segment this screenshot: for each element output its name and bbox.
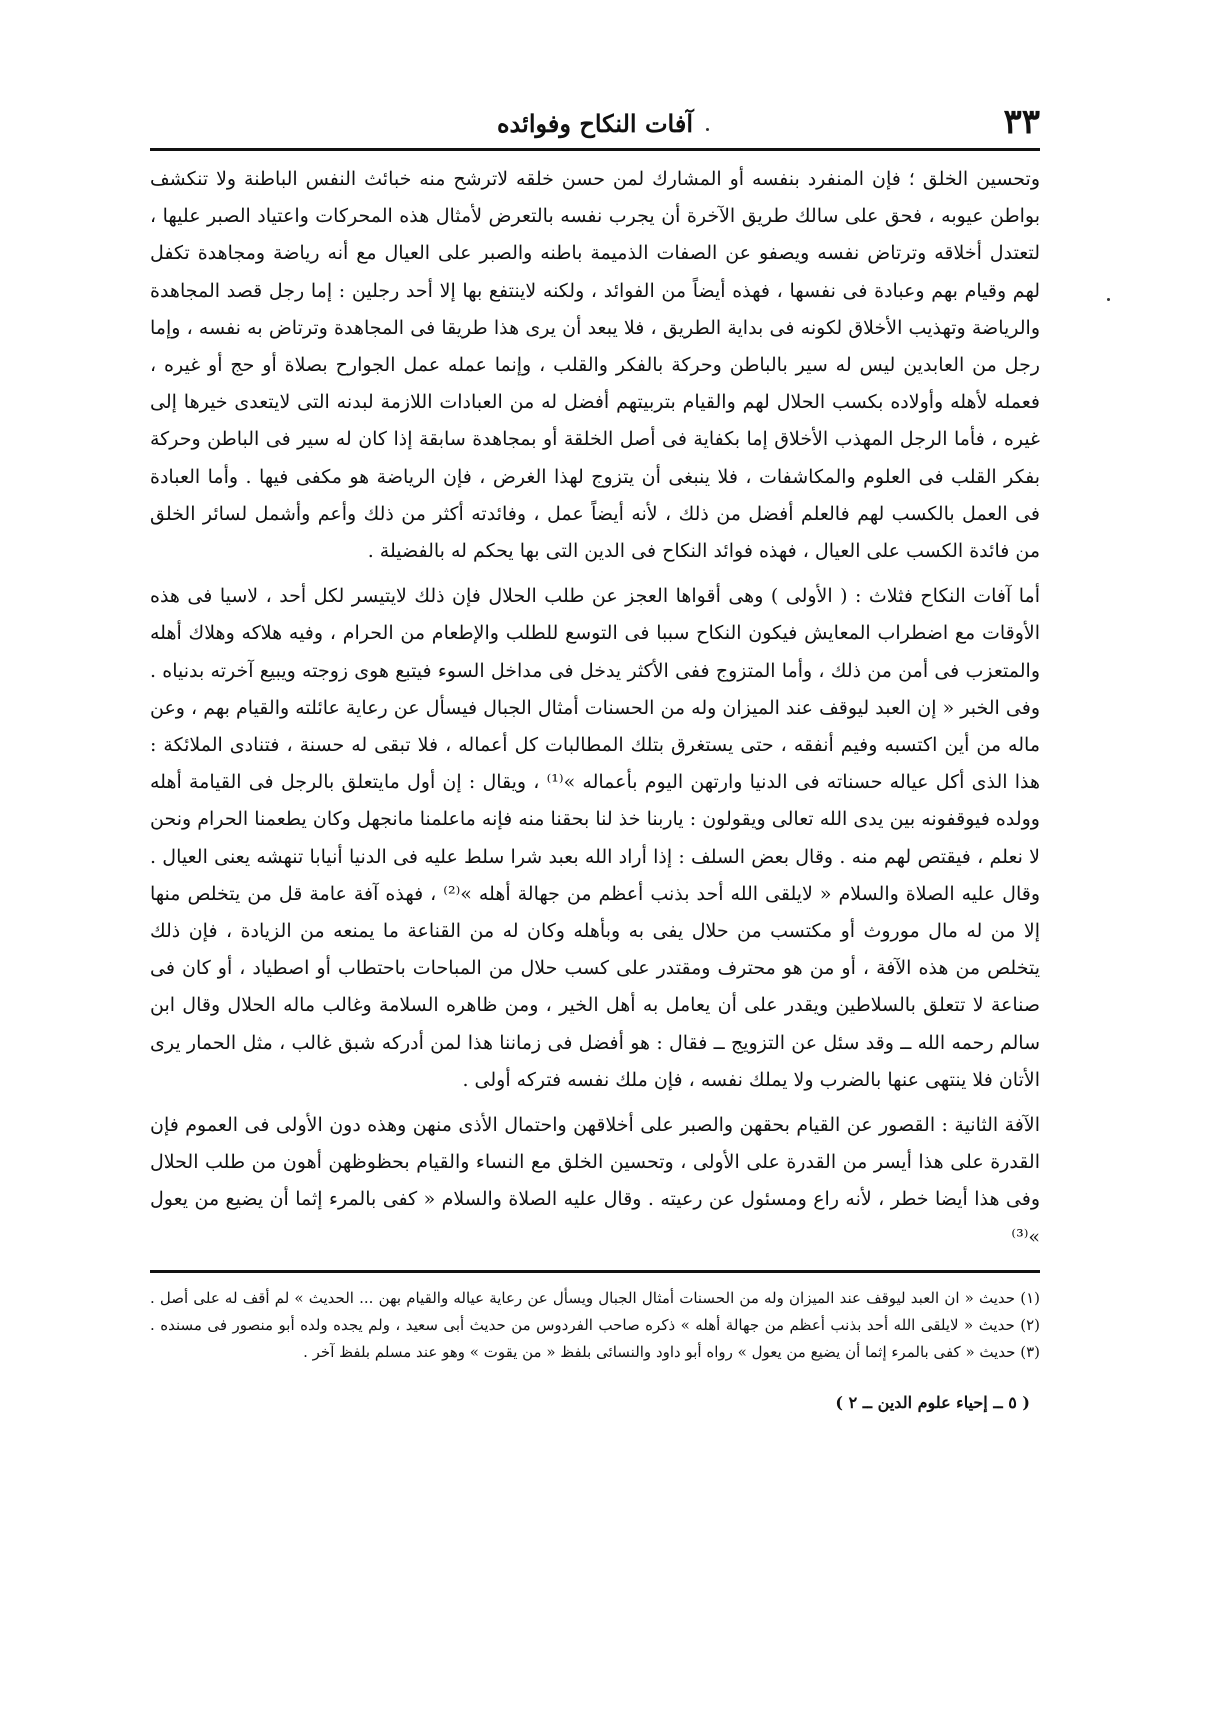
stray-dot-margin — [1107, 298, 1110, 301]
paragraph-first-affliction: أما آفات النكاح فثلاث : ( الأولى ) وهى أقواها العجز عن طلب الحلال فإن ذلك لايتيسر لكل أحد ، لاسيا فى هذه الأوقات مع اضطراب المعايش فيكون النكاح سببا فى التوسع للطلب والإطعام من الحرام ، وفيه هلاكه وهلاك أهله والمتعزب فى أمن من ذلك ، وأما المتزوج ففى الأكثر يدخل فى مداخل السوء فيتبع هوى زوجته ويبيع آخرته بدنياه . وفى الخبر « إن العبد ليوقف عند الميزان وله من الحسنات أمثال الجبال فيسأل عن رعاية عائلته والقيام بهم ، وعن ماله من أين اكتسبه وفيم أنفقه ، حتى يستغرق بتلك المطالبات كل أعماله ، فلا تبقى له حسنة ، فتنادى الملائكة : هذا الذى أكل عياله حسناته فى الدنيا وارتهن اليوم بأعماله »⁽¹⁾ ، ويقال : إن أول مايتعلق بالرجل فى القيامة أهله وولده فيوقفونه بين يدى الله تعالى ويقولون : ياربنا خذ لنا بحقنا منه فإنه ماعلمنا مانجهل وكان يطعمنا الحرام ونحن لا نعلم ، فيقتص لهم منه . وقال بعض السلف : إذا أراد الله بعبد شرا سلط عليه فى الدنيا أنيابا تنهشه يعنى العيال . وقال عليه الصلاة والسلام « لايلقى الله أحد بذنب أعظم من جهالة أهله »⁽²⁾ ، فهذه آفة عامة قل من يتخلص منها إلا من له مال موروث أو مكتسب من حلال يفى به وبأهله وكان له من القناعة ما يمنعه من الزيادة ، فإن ذلك يتخلص من هذه الآفة ، أو من هو محترف ومقتدر على كسب حلال من المباحات باحتطاب أو اصطياد ، أو كان فى صناعة لا تتعلق بالسلاطين ويقدر على أن يعامل به أهل الخير ، ومن ظاهره السلامة وغالب ماله الحلال وقال ابن سالم رحمه الله ــ وقد سئل عن التزويج ــ فقال : هو أفضل فى زماننا هذا لمن أدركه شبق غالب ، مثل الحمار يرى الأتان فلا ينتهى عنها بالضرب ولا يملك نفسه ، فإن ملك نفسه فتركه أولى . — [150, 585, 1040, 1091]
paragraph-second-affliction: الآفة الثانية : القصور عن القيام بحقهن والصبر على أخلاقهن واحتمال الأذى منهن وهذه دون الأولى فى العموم فإن القدرة على هذا أيسر من القدرة على الأولى ، وتحسين الخلق مع النساء والقيام بحظوظهن أهون من طلب الحلال وفى هذا أيضا خطر ، لأنه راع ومسئول عن رعيته . وقال عليه الصلاة والسلام « كفى بالمرء إثما أن يضيع من يعول »⁽³⁾ — [150, 1114, 1040, 1248]
running-title: آفات النكاح وفوائده — [496, 109, 694, 138]
footnote-divider — [150, 1270, 1040, 1273]
signature-mark: ( ٥ ــ إحياء علوم الدين ــ ٢ ) — [835, 1392, 1030, 1412]
page-number: ٣٣ — [1003, 102, 1040, 142]
paragraph-benefits: وتحسين الخلق ؛ فإن المنفرد بنفسه أو المشارك لمن حسن خلقه لاترشح منه خبائث النفس الباطنة ولا تنكشف بواطن عيوبه ، فحق على سالك طريق الآخرة أن يجرب نفسه بالتعرض لأمثال هذه المحركات واعتياد الصبر عليها ، لتعتدل أخلاقه وترتاض نفسه ويصفو عن الصفات الذميمة باطنه والصبر على العيال مع أنه رياضة ومجاهدة تكفل لهم وقيام بهم وعبادة فى نفسها ، فهذه أيضاً من الفوائد ، ولكنه لاينتفع بها إلا أحد رجلين : إما رجل قصد المجاهدة والرياضة وتهذيب الأخلاق لكونه فى بداية الطريق ، فلا يبعد أن يرى هذا طريقا فى المجاهدة وترتاض به نفسه ، وإما رجل من العابدين ليس له سير بالباطن وحركة بالفكر والقلب ، وإنما عمله عمل الجوارح بصلاة أو حج أو غيره ، فعمله لأهله وأولاده بكسب الحلال لهم والقيام بتربيتهم أفضل له من العبادات اللازمة لبدنه التى لايتعدى خيرها إلى غيره ، فأما الرجل المهذب الأخلاق إما بكفاية فى أصل الخلقة أو بمجاهدة سابقة إذا كان له سير فى الباطن وحركة بفكر القلب فى العلوم والمكاشفات ، فلا ينبغى أن يتزوج لهذا الغرض ، فإن الرياضة هو مكفى فيها . وأما العبادة فى العمل بالكسب لهم فالعلم أفضل من ذلك ، لأنه أيضاً عمل ، وفائدته أكثر من ذلك وأعم وأشمل لسائر الخلق من فائدة الكسب على العيال ، فهذه فوائد النكاح فى الدين التى بها يحكم له بالفضيلة . — [150, 168, 1040, 563]
book-page — [150, 100, 1040, 1416]
page-header — [150, 100, 1040, 151]
footnote-block: (١) حديث « ان العبد ليوقف عند الميزان وله من الحسنات أمثال الجبال ويسأل عن رعاية عياله والقيام بهن ... الحديث » لم أقف له على أصل . (٢) حديث « لايلقى الله أحد بذنب أعظم من جهالة أهله » ذكره صاحب الفردوس من حديث أبى سعيد ، ولم يجده ولده أبو منصور فى مسنده . (٣) حديث « كفى بالمرء إثما أن يضيع من يعول » رواه أبو داود والنسائى بلفظ « من يقوت » وهو عند مسلم بلفظ آخر . — [150, 1288, 1040, 1361]
footnotes — [150, 1285, 1040, 1366]
body-text — [150, 161, 1040, 1256]
